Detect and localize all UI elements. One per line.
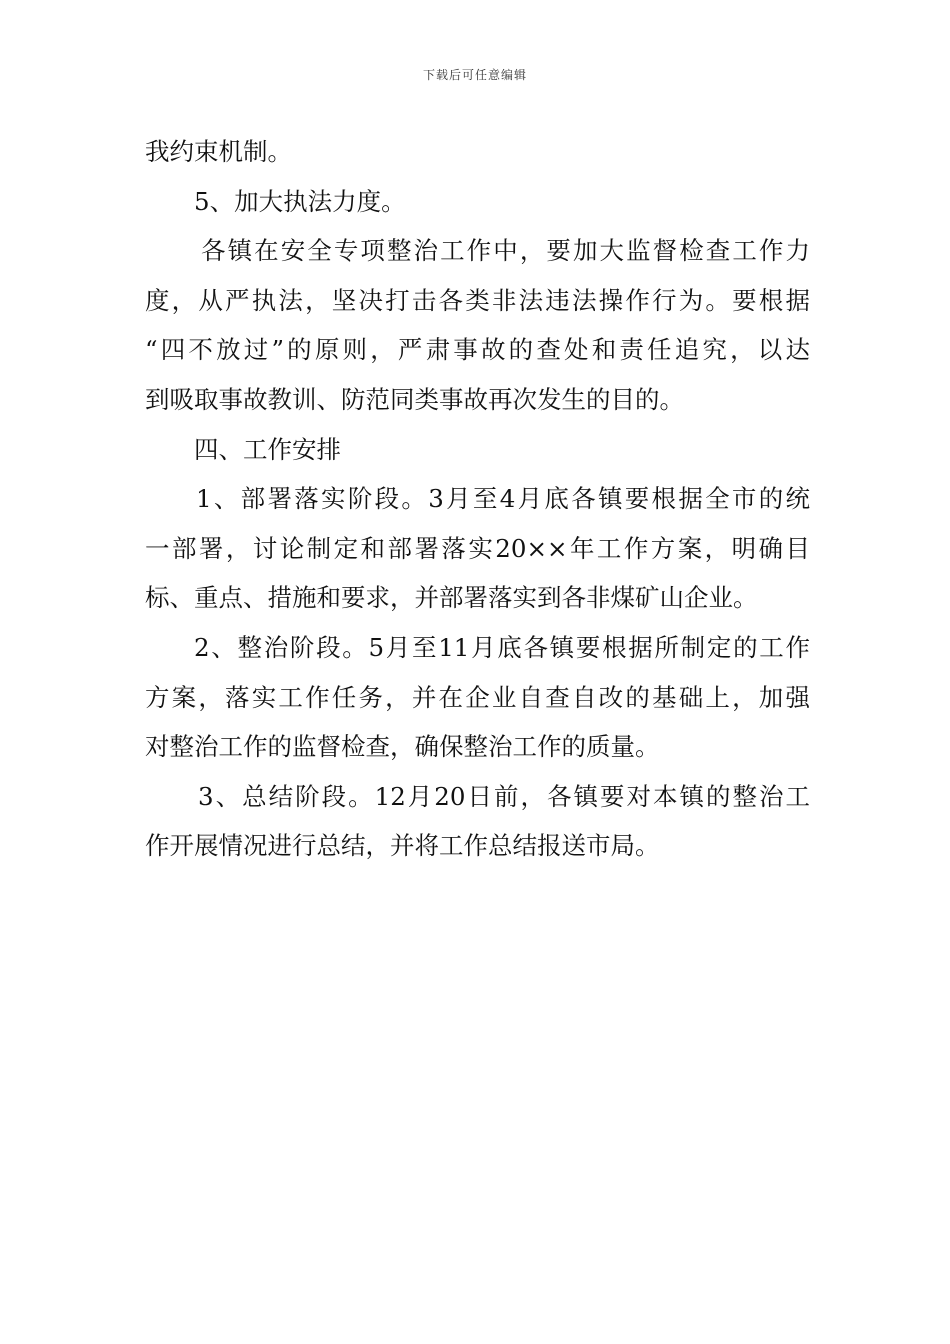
text-line: 方案，落实工作任务，并在企业自查自改的基础上，加强 — [145, 682, 810, 712]
document-body — [145, 127, 810, 871]
text-line: 对整治工作的监督检查，确保整治工作的质量。 — [145, 732, 660, 762]
text-line: 标、重点、措施和要求，并部署落实到各非煤矿山企业。 — [145, 583, 758, 613]
section-heading: 5、加大执法力度。 — [194, 186, 406, 216]
text-line: 各镇在安全专项整治工作中，要加大监督检查工作力 — [201, 236, 810, 266]
page-header-text: 下载后可任意编辑 — [422, 68, 527, 82]
section-heading: 四、工作安排 — [194, 434, 341, 464]
text-line: 3、总结阶段。12月20日前，各镇要对本镇的整治工 — [198, 781, 810, 811]
text-line: 一部署，讨论制定和部署落实20××年工作方案，明确目 — [145, 533, 810, 563]
text-line: 2、整治阶段。5月至11月底各镇要根据所制定的工作 — [194, 632, 810, 662]
text-line: 我约束机制。 — [145, 137, 292, 166]
text-line: 1、部署落实阶段。3月至4月底各镇要根据全市的统 — [196, 484, 810, 514]
text-line: 度，从严执法，坚决打击各类非法违法操作行为。要根据 — [145, 285, 810, 315]
text-line: “四不放过”的原则，严肃事故的查处和责任追究，以达 — [145, 335, 810, 365]
text-line: 作开展情况进行总结，并将工作总结报送市局。 — [145, 831, 660, 861]
text-line: 到吸取事故教训、防范同类事故再次发生的目的。 — [145, 384, 684, 414]
